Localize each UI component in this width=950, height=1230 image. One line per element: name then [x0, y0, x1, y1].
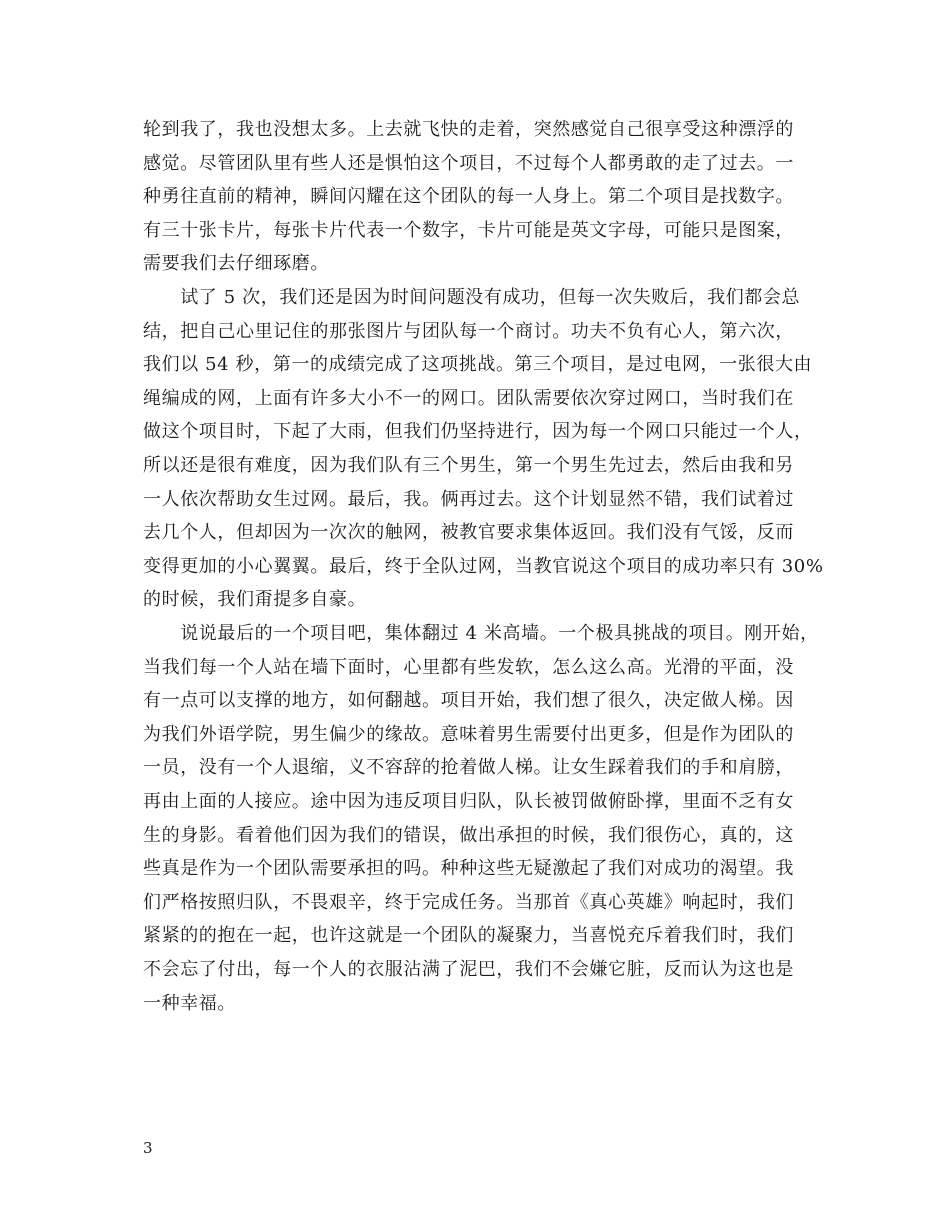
text-line: 轮到我了，我也没想太多。上去就飞快的走着，突然感觉自己很享受这种漂浮的	[143, 119, 794, 140]
text-line: 变得更加的小心翼翼。最后，终于全队过网，当教官说这个项目的成功率只有 30%	[143, 556, 824, 577]
text-line: 感觉。尽管团队里有些人还是惧怕这个项目，不过每个人都勇敢的走了过去。一	[143, 153, 794, 174]
text-line: 为我们外语学院，男生偏少的缘故。意味着男生需要付出更多，但是作为团队的	[143, 724, 794, 745]
text-line: 做这个项目时，下起了大雨，但我们仍坚持进行，因为每一个网口只能过一个人，	[143, 421, 813, 442]
text-line: 所以还是很有难度，因为我们队有三个男生，第一个男生先过去，然后由我和另	[143, 455, 794, 476]
text-line: 紧紧的的抱在一起，也许这就是一个团队的凝聚力，当喜悦充斥着我们时，我们	[143, 925, 794, 946]
text-line: 试了 5 次，我们还是因为时间问题没有成功，但每一次失败后，我们都会总	[143, 287, 801, 308]
page-number: 3	[143, 1139, 153, 1157]
text-line: 绳编成的网，上面有许多大小不一的网口。团队需要依次穿过网口，当时我们在	[143, 388, 794, 409]
text-line: 我们以 54 秒，第一的成绩完成了这项挑战。第三个项目，是过电网，一张很大由	[143, 354, 813, 375]
text-line: 们严格按照归队，不畏艰辛，终于完成任务。当那首《真心英雄》响起时，我们	[143, 892, 794, 913]
text-line: 结，把自己心里记住的那张图片与团队每一个商讨。功夫不负有心人，第六次，	[143, 321, 794, 342]
text-line: 一种幸福。	[143, 993, 236, 1014]
text-line: 再由上面的人接应。途中因为违反项目归队，队长被罚做俯卧撑，里面不乏有女	[143, 791, 794, 812]
text-line: 生的身影。看着他们因为我们的错误，做出承担的时候，我们很伤心，真的，这	[143, 825, 794, 846]
text-line: 不会忘了付出，每一个人的衣服沾满了泥巴，我们不会嫌它脏，反而认为这也是	[143, 959, 794, 980]
text-line: 的时候，我们甭提多自豪。	[143, 589, 367, 610]
text-line: 说说最后的一个项目吧，集体翻过 4 米高墙。一个极具挑战的项目。刚开始，	[143, 623, 819, 644]
text-line: 去几个人，但却因为一次次的触网，被教官要求集体返回。我们没有气馁，反而	[143, 522, 794, 543]
text-line: 一员，没有一个人退缩，义不容辞的抢着做人梯。让女生踩着我们的手和肩膀，	[143, 757, 794, 778]
text-line: 一人依次帮助女生过网。最后，我。俩再过去。这个计划显然不错，我们试着过	[143, 489, 794, 510]
text-line: 有三十张卡片，每张卡片代表一个数字，卡片可能是英文字母，可能只是图案，	[143, 220, 794, 241]
text-line: 当我们每一个人站在墙下面时，心里都有些发软，怎么这么高。光滑的平面，没	[143, 657, 794, 678]
text-line: 些真是作为一个团队需要承担的吗。种种这些无疑激起了我们对成功的渴望。我	[143, 858, 794, 879]
text-line: 种勇往直前的精神，瞬间闪耀在这个团队的每一人身上。第二个项目是找数字。	[143, 186, 794, 207]
text-line: 有一点可以支撑的地方，如何翻越。项目开始，我们想了很久，决定做人梯。因	[143, 690, 794, 711]
text-line: 需要我们去仔细琢磨。	[143, 253, 329, 274]
